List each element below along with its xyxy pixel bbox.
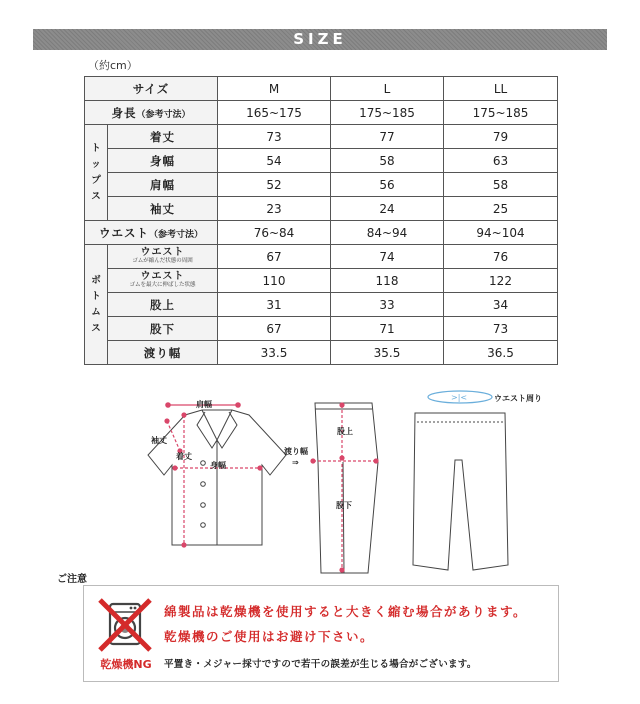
notice-box <box>83 585 559 682</box>
table-cell: 31 <box>218 293 331 317</box>
table-cell: 52 <box>218 173 331 197</box>
waist-label: ウエスト周り <box>494 394 542 403</box>
shoulder-label: 肩幅 <box>196 400 212 409</box>
size-header-label: サイズ <box>85 77 218 101</box>
table-cell: 63 <box>444 149 558 173</box>
shirt-illustration <box>148 410 286 545</box>
tops-side-label: ト ッ プ ス <box>85 125 108 221</box>
table-cell: 76 <box>444 245 558 269</box>
unit-label: （約cm） <box>88 59 138 72</box>
table-cell: 73 <box>218 125 331 149</box>
waist-label: ウエスト（参考寸法） <box>85 221 218 245</box>
length-label: 着丈 <box>176 452 192 461</box>
row-label: ウエスト ゴムが縮んだ状態の周囲 <box>108 245 218 269</box>
table-cell: 77 <box>331 125 444 149</box>
size-col-l: L <box>331 77 444 101</box>
measurement-note: 平置き・メジャー採寸ですので若干の誤差が生じる場合がございます。 <box>164 659 477 670</box>
table-cell: 54 <box>218 149 331 173</box>
row-label: 股上 <box>108 293 218 317</box>
row-label: 渡り幅 <box>108 341 218 365</box>
size-banner: SIZE <box>33 29 607 50</box>
table-cell: 67 <box>218 317 331 341</box>
dryer-ng-label: 乾燥機NG <box>100 658 152 671</box>
table-cell: 165~175 <box>218 101 331 125</box>
table-cell: 24 <box>331 197 444 221</box>
table-cell: 23 <box>218 197 331 221</box>
table-cell: 34 <box>444 293 558 317</box>
table-cell: 33 <box>331 293 444 317</box>
table-cell: 25 <box>444 197 558 221</box>
table-cell: 36.5 <box>444 341 558 365</box>
table-cell: 35.5 <box>331 341 444 365</box>
bottoms-side-label: ボ ト ム ス <box>85 245 108 365</box>
table-cell: 58 <box>444 173 558 197</box>
row-label: 身幅 <box>108 149 218 173</box>
table-cell: 76~84 <box>218 221 331 245</box>
body-width-label: 身幅 <box>210 461 226 470</box>
sleeve-label: 袖丈 <box>151 436 167 445</box>
table-cell: 84~94 <box>331 221 444 245</box>
table-cell: 74 <box>331 245 444 269</box>
row-label: 袖丈 <box>108 197 218 221</box>
table-cell: 110 <box>218 269 331 293</box>
no-dryer-icon <box>96 598 154 652</box>
table-cell: 175~185 <box>331 101 444 125</box>
rise-label: 股上 <box>337 427 353 436</box>
size-col-m: M <box>218 77 331 101</box>
row-label: 着丈 <box>108 125 218 149</box>
warning-line-2: 乾燥機のご使用はお避け下さい。 <box>164 629 375 644</box>
table-cell: 118 <box>331 269 444 293</box>
caution-heading: ご注意 <box>57 574 87 585</box>
row-label: 肩幅 <box>108 173 218 197</box>
height-label: 身長（参考寸法） <box>85 101 218 125</box>
inseam-label: 股下 <box>336 501 352 510</box>
table-cell: 94~104 <box>444 221 558 245</box>
pants-front-illustration <box>413 413 508 570</box>
table-cell: 175~185 <box>444 101 558 125</box>
table-cell: 67 <box>218 245 331 269</box>
row-label: ウエスト ゴムを最大に伸ばした状態 <box>108 269 218 293</box>
table-cell: 122 <box>444 269 558 293</box>
table-cell: 79 <box>444 125 558 149</box>
table-cell: 73 <box>444 317 558 341</box>
waist-arrows-icon: >|< <box>451 393 468 402</box>
row-label: 股下 <box>108 317 218 341</box>
table-cell: 56 <box>331 173 444 197</box>
table-cell: 58 <box>331 149 444 173</box>
table-cell: 33.5 <box>218 341 331 365</box>
thigh-label: 渡り幅 <box>284 447 308 456</box>
warning-line-1: 綿製品は乾燥機を使用すると大きく縮む場合があります。 <box>164 604 528 619</box>
table-cell: 71 <box>331 317 444 341</box>
size-col-ll: LL <box>444 77 558 101</box>
thigh-arrow: ⇒ <box>292 458 299 467</box>
